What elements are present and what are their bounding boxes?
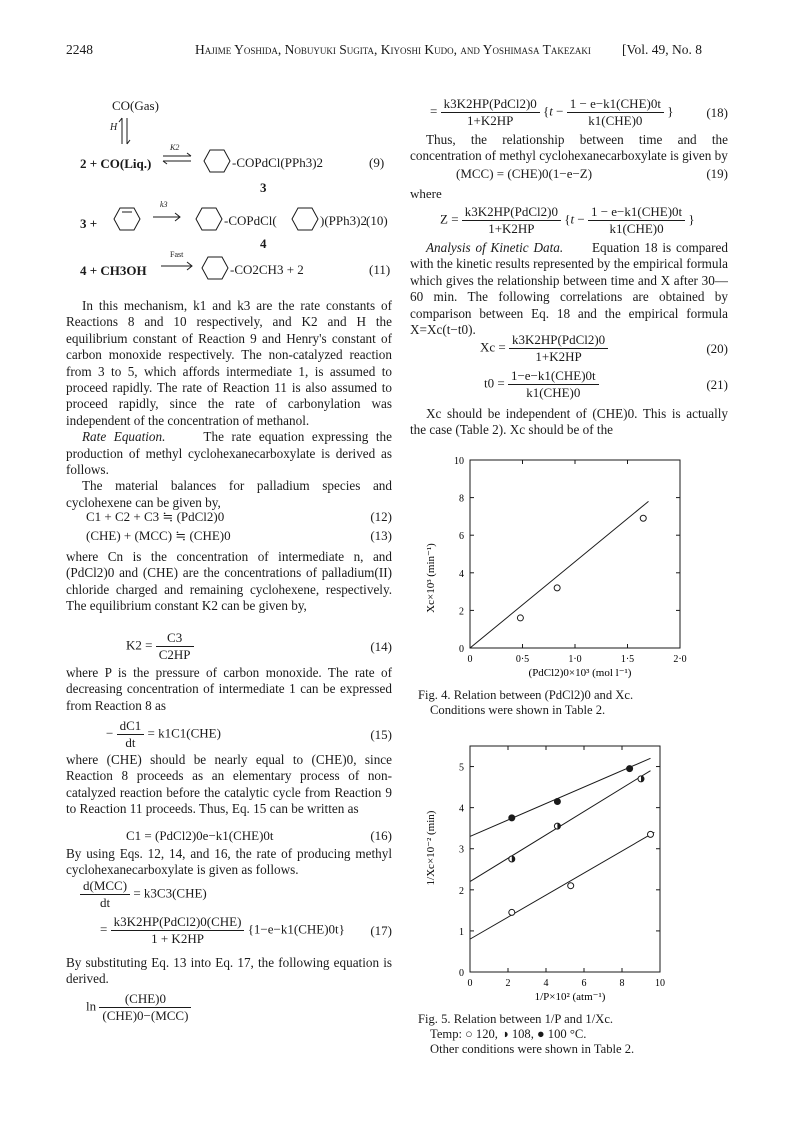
equation-20: Xc = $\frac{\text{k3K2HP(PdCl2)0}}{1+K2HP}$ (20) bbox=[480, 332, 728, 364]
equation-17a: $\frac{\text{d(MCC)}}{dt}$ = k3C3(CHE) bbox=[80, 878, 392, 911]
scheme-r10-mid: -COPdCl( bbox=[224, 213, 277, 228]
rate-equation-text: The rate equation expressing the production of methyl cyclohexanecarboxylate is derived as follows. bbox=[66, 429, 393, 478]
paragraph-xc-independent: Xc should be independent of (CHE)0. This is actually the case (Table 2). Xc should be of the bbox=[410, 406, 728, 438]
scheme-henry-label: H bbox=[110, 122, 118, 133]
scheme-k3-label: k3 bbox=[160, 200, 168, 209]
fig4-x-axis-label: (PdCl2)0×10³ (mol l⁻¹) bbox=[528, 667, 632, 679]
y-tick-label: 5 bbox=[459, 762, 464, 774]
page-number: 2248 bbox=[66, 42, 93, 57]
y-tick-label: 3 bbox=[459, 844, 464, 856]
x-tick-label: 0 bbox=[467, 978, 473, 989]
x-tick-label: 10 bbox=[655, 978, 665, 989]
data-point bbox=[554, 798, 560, 804]
data-point bbox=[648, 831, 654, 837]
scheme-r9-number: (9) bbox=[369, 155, 385, 170]
paragraph-rate-equation bbox=[66, 429, 392, 478]
scheme-label-3: 3 bbox=[260, 180, 267, 195]
equation-z: Z = $\frac{\text{k3K2HP(PdCl2)0}}{1+K2HP}$ {t − $\frac{\text{1 − e−k1(CHE)0t}}{\text{k1(CHE)0}}$ } bbox=[440, 204, 695, 236]
paragraph-che-approx: where (CHE) should be nearly equal to (CHE)0, since Reaction 8 proceeds as an elementary process of non-catalyzed reaction before the catalytic cycle from Reaction 9 to Reaction 11 proceeds. Thus, Eq. 15 can be written as bbox=[66, 752, 392, 817]
y-tick-label: 8 bbox=[459, 493, 464, 505]
equation-13: (CHE) + (MCC) ≒ (CHE)0 (13) bbox=[86, 528, 392, 543]
fig5-y-axis-label: 1/Xc×10⁻² (min) bbox=[425, 810, 437, 886]
where-label: where bbox=[410, 186, 442, 201]
equation-16: C1 = (PdCl2)0e−k1(CHE)0t (16) bbox=[126, 828, 392, 843]
x-tick-label: 1·5 bbox=[620, 654, 635, 665]
heading-rate-equation: Rate Equation. bbox=[82, 429, 166, 445]
x-tick-label: 1·0 bbox=[568, 654, 582, 665]
running-header-volume: [Vol. 49, No. 8 bbox=[622, 42, 703, 57]
paragraph-pressure: where P is the pressure of carbon monoxide. The rate of decreasing concentration of intermediate 1 can be expressed from Reaction 8 as bbox=[66, 665, 392, 713]
paragraph-where-cn: where Cn is the concentration of intermediate n, and (PdCl2)0 and (CHE) are the concentrations of palladium(II) chloride charged and remaining cyclohexene, respectively. The equilibrium constant K2 can be given by, bbox=[66, 549, 392, 614]
y-tick-label: 4 bbox=[459, 803, 464, 815]
data-point bbox=[517, 615, 523, 621]
figure-5-chart bbox=[410, 738, 700, 1008]
cyclohexane-ring-icon bbox=[188, 204, 228, 234]
equation-15: − $\frac{dC1}{dt}$ = k1C1(CHE) (15) bbox=[106, 718, 392, 750]
paragraph-time-relationship: Thus, the relationship between time and the concentration of methyl cyclohexanecarboxylate is given by bbox=[410, 132, 728, 164]
paragraph-material-balances: The material balances for palladium species and cyclohexene can be given by, bbox=[66, 478, 392, 510]
x-tick-label: 4 bbox=[543, 978, 549, 989]
equation-18: = $\frac{\text{k3K2HP(PdCl2)0}}{1+K2HP}$ {t − $\frac{\text{1 − e−k1(CHE)0t}}{\text{k1(CHE)0}}$ } (18) bbox=[430, 96, 728, 128]
scheme-r11-right: -CO2CH3 + 2 bbox=[230, 262, 304, 277]
scheme-fast-label: Fast bbox=[170, 250, 184, 259]
y-tick-label: 1 bbox=[459, 926, 464, 938]
scheme-r11-number: (11) bbox=[369, 262, 391, 277]
cyclohexene-ring-icon bbox=[108, 204, 148, 234]
y-tick-label: 2 bbox=[459, 885, 464, 897]
left-column bbox=[66, 298, 392, 511]
equation-19: (MCC) = (CHE)0(1−e−Z) (19) bbox=[456, 166, 728, 181]
equation-21: t0 = $\frac{\text{1−e−k1(CHE)0t}}{\text{k1(CHE)0}}$ (21) bbox=[484, 368, 728, 400]
scheme-r11-left: 4 + CH3OH bbox=[80, 263, 147, 278]
scheme-r10-right: )(PPh3)2 bbox=[320, 213, 367, 228]
fit-line bbox=[470, 501, 649, 648]
scheme-r10-number: (10) bbox=[366, 213, 388, 228]
y-tick-label: 10 bbox=[454, 456, 464, 467]
x-tick-label: 2 bbox=[505, 978, 511, 989]
fit-line bbox=[470, 832, 654, 939]
y-tick-label: 2 bbox=[459, 606, 464, 618]
data-point bbox=[509, 909, 515, 915]
x-tick-label: 6 bbox=[581, 978, 587, 989]
scheme-equilibrium-arrow bbox=[162, 152, 192, 166]
scheme-equilibrium-arrow-vertical bbox=[118, 116, 132, 146]
scheme-forward-arrow bbox=[160, 261, 194, 271]
y-tick-label: 6 bbox=[459, 531, 464, 543]
y-tick-label: 4 bbox=[459, 568, 464, 580]
cyclohexane-ring-icon bbox=[194, 253, 234, 283]
equation-14: K2 = $\frac{C3}{C2HP}$ (14) bbox=[126, 630, 392, 662]
scheme-k2-label: K2 bbox=[170, 143, 180, 152]
data-point bbox=[627, 766, 633, 772]
data-point bbox=[568, 883, 574, 889]
y-tick-label: 0 bbox=[459, 968, 464, 979]
scheme-r9-right: -COPdCl(PPh3)2 bbox=[232, 155, 324, 170]
heading-analysis: Analysis of Kinetic Data. bbox=[426, 240, 564, 255]
scheme-forward-arrow bbox=[152, 212, 182, 222]
cyclohexane-ring-icon bbox=[196, 146, 236, 176]
data-point bbox=[554, 585, 560, 591]
equation-12: C1 + C2 + C3 ≒ (PdCl2)0 (12) bbox=[86, 509, 392, 524]
plot-frame bbox=[470, 460, 680, 648]
paragraph-mechanism: In this mechanism, k1 and k3 are the rate constants of Reactions 8 and 10 respectively, and K2 and H the equilibrium constant of Reaction 9 and Henry's constant of carbon monoxide respectively. The non-catalyzed reaction from 3 to 5, which affords intermediate 1, is assumed to proceed rapidly. The rate of Reaction 11 is also assumed to proceed rapidly, since the rate of carbonylation was independent of the concentration of methanol. bbox=[66, 298, 392, 428]
figure-4-chart bbox=[410, 448, 700, 688]
scheme-co-gas: CO(Gas) bbox=[112, 98, 159, 113]
fig5-x-axis-label: 1/P×10² (atm⁻¹) bbox=[534, 991, 606, 1003]
x-tick-label: 0·5 bbox=[515, 654, 530, 665]
plot-frame bbox=[470, 746, 660, 972]
scheme-label-4: 4 bbox=[260, 236, 267, 251]
paragraph-substituting: By substituting Eq. 13 into Eq. 17, the following equation is derived. bbox=[66, 955, 392, 987]
data-point bbox=[509, 815, 515, 821]
scheme-r9-left: 2 + CO(Liq.) bbox=[80, 156, 152, 171]
scheme-r10-left: 3 + bbox=[80, 216, 98, 231]
y-tick-label: 0 bbox=[459, 644, 464, 655]
x-tick-label: 0 bbox=[467, 654, 473, 665]
paragraph-analysis: Analysis of Kinetic Data. Equation 18 is compared with the kinetic results represented by the empirical formula which gives the relationship between time and X after 30—60 min. The following correlations are obtained by comparison between Eq. 18 and the empirical formula X=Xc(t−t0). bbox=[410, 240, 728, 338]
x-tick-label: 8 bbox=[619, 978, 625, 989]
fig4-y-axis-label: Xc×10³ (min⁻¹) bbox=[425, 543, 437, 613]
data-point bbox=[640, 515, 646, 521]
fig4-caption: Fig. 4. Relation between (PdCl2)0 and Xc. Conditions were shown in Table 2. bbox=[418, 688, 634, 717]
fig5-caption: Fig. 5. Relation between 1/P and 1/Xc. Temp: ○ 120, ◑ 108, ● 100 °C. Other conditions were shown in Table 2. bbox=[418, 1012, 635, 1056]
running-header-authors: Hajime Yoshida, Nobuyuki Sugita, Kiyoshi Kudo, and Yoshimasa Takezaki bbox=[195, 42, 591, 57]
equation-ln: ln $\frac{\text{(CHE)0}}{\text{(CHE)0−(MCC)}}$ bbox=[86, 991, 392, 1024]
x-tick-label: 2·0 bbox=[673, 654, 687, 665]
paragraph-producing-rate: By using Eqs. 12, 14, and 16, the rate of producing methyl cyclohexanecarboxylate is given as follows. bbox=[66, 846, 392, 878]
equation-17b: = $\frac{\text{k3K2HP(PdCl2)0(CHE)}}{1 + K2HP}$ {1−e−k1(CHE)0t} (17) bbox=[100, 914, 392, 946]
